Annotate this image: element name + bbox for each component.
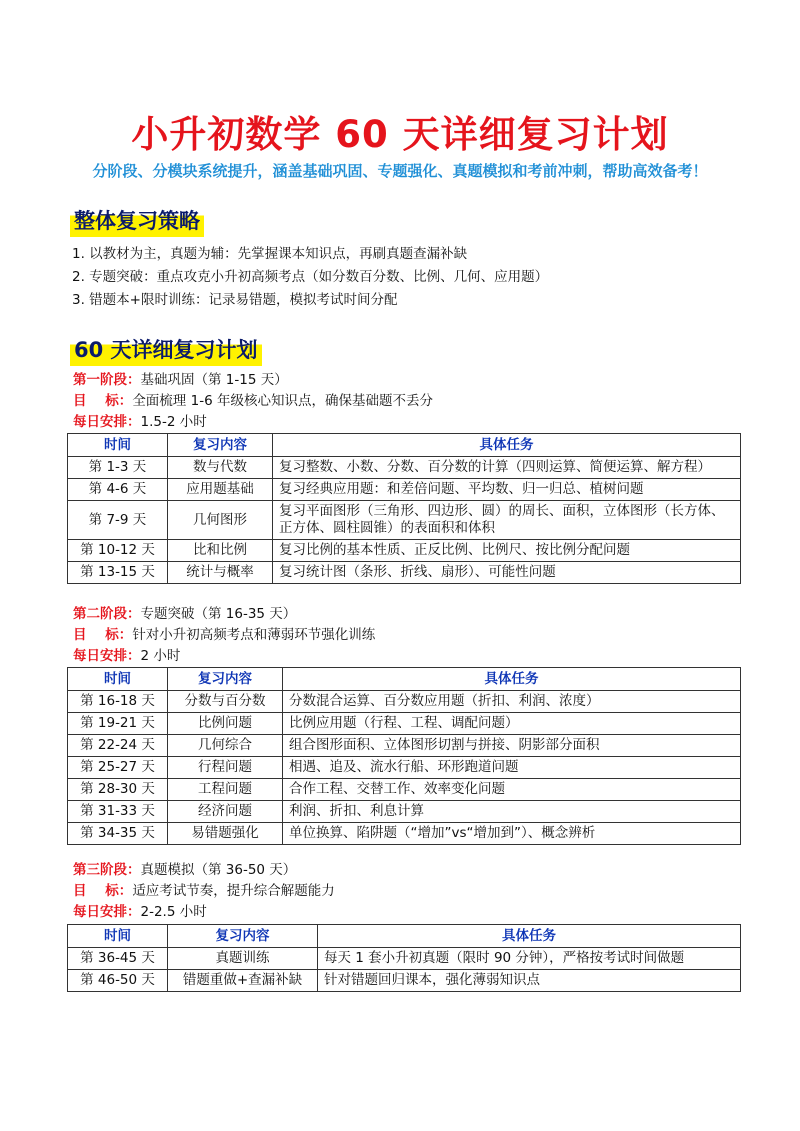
table-header-row xyxy=(68,434,741,457)
cell-time: 第 13-15 天 xyxy=(68,562,168,584)
cell-time: 第 1-3 天 xyxy=(68,457,168,479)
table-header-row xyxy=(68,668,741,691)
cell-task: 复习平面图形（三角形、四边形、圆）的周长、面积，立体图形（长方体、正方体、圆柱圆锥）的表面积和体积 xyxy=(273,501,741,540)
cell-content: 真题训练 xyxy=(168,948,318,970)
col-header-task: 具体任务 xyxy=(283,668,741,691)
page-title: 小升初数学 60 天详细复习计划 xyxy=(131,113,669,156)
strategy-list xyxy=(72,243,752,312)
cell-task: 复习统计图（条形、折线、扇形）、可能性问题 xyxy=(273,562,741,584)
table-row xyxy=(68,823,741,845)
stage-value: 真题模拟（第 36-50 天） xyxy=(140,862,297,878)
goal-label: 目 标： xyxy=(73,393,133,409)
table-header-row xyxy=(68,925,741,948)
col-header-time: 时间 xyxy=(68,668,168,691)
goal-value: 全面梳理 1-6 年级核心知识点，确保基础题不丢分 xyxy=(132,393,433,409)
cell-content: 分数与百分数 xyxy=(168,691,283,713)
table-row xyxy=(68,479,741,501)
cell-time: 第 34-35 天 xyxy=(68,823,168,845)
table-row xyxy=(68,970,741,992)
cell-content: 工程问题 xyxy=(168,779,283,801)
page-subtitle: 分阶段、分模块系统提升，涵盖基础巩固、专题强化、真题模拟和考前冲刺，帮助高效备考！ xyxy=(92,162,708,180)
cell-time: 第 7-9 天 xyxy=(68,501,168,540)
cell-time: 第 16-18 天 xyxy=(68,691,168,713)
phase-3-info xyxy=(73,860,753,923)
phase-2-info xyxy=(73,604,753,667)
stage-value: 基础巩固（第 1-15 天） xyxy=(140,372,288,388)
daily-value: 2-2.5 小时 xyxy=(140,904,207,920)
goal-value: 针对小升初高频考点和薄弱环节强化训练 xyxy=(132,627,376,643)
daily-value: 1.5-2 小时 xyxy=(140,414,207,430)
table-row xyxy=(68,713,741,735)
cell-time: 第 19-21 天 xyxy=(68,713,168,735)
cell-content: 比例问题 xyxy=(168,713,283,735)
cell-task: 合作工程、交替工作、效率变化问题 xyxy=(283,779,741,801)
cell-content: 比和比例 xyxy=(168,540,273,562)
strategy-item: 1. 以教材为主，真题为辅：先掌握课本知识点，再刷真题查漏补缺 xyxy=(72,246,468,262)
cell-content: 易错题强化 xyxy=(168,823,283,845)
cell-content: 几何综合 xyxy=(168,735,283,757)
stage-value: 专题突破（第 16-35 天） xyxy=(140,606,297,622)
cell-content: 几何图形 xyxy=(168,501,273,540)
phase-2-table xyxy=(67,667,741,845)
cell-content: 统计与概率 xyxy=(168,562,273,584)
phase-1-table xyxy=(67,433,741,584)
cell-task: 分数混合运算、百分数应用题（折扣、利润、浓度） xyxy=(283,691,741,713)
goal-label: 目 标： xyxy=(73,883,133,899)
col-header-content: 复习内容 xyxy=(168,668,283,691)
daily-label: 每日安排： xyxy=(73,904,141,920)
table-row xyxy=(68,801,741,823)
cell-task: 相遇、追及、流水行船、环形跑道问题 xyxy=(283,757,741,779)
cell-task: 复习整数、小数、分数、百分数的计算（四则运算、简便运算、解方程） xyxy=(273,457,741,479)
table-row xyxy=(68,501,741,540)
cell-content: 数与代数 xyxy=(168,457,273,479)
daily-value: 2 小时 xyxy=(140,648,181,664)
table-row xyxy=(68,457,741,479)
cell-time: 第 25-27 天 xyxy=(68,757,168,779)
stage-label: 第三阶段： xyxy=(73,862,141,878)
cell-task: 复习经典应用题：和差倍问题、平均数、归一归总、植树问题 xyxy=(273,479,741,501)
table-row xyxy=(68,779,741,801)
col-header-content: 复习内容 xyxy=(168,925,318,948)
goal-label: 目 标： xyxy=(73,627,133,643)
col-header-content: 复习内容 xyxy=(168,434,273,457)
cell-time: 第 28-30 天 xyxy=(68,779,168,801)
table-row xyxy=(68,540,741,562)
table-row xyxy=(68,948,741,970)
cell-content: 错题重做+查漏补缺 xyxy=(168,970,318,992)
cell-time: 第 4-6 天 xyxy=(68,479,168,501)
cell-task: 利润、折扣、利息计算 xyxy=(283,801,741,823)
cell-time: 第 31-33 天 xyxy=(68,801,168,823)
strategy-heading: 整体复习策略 xyxy=(70,204,204,237)
cell-task: 针对错题回归课本，强化薄弱知识点 xyxy=(318,970,741,992)
daily-label: 每日安排： xyxy=(73,414,141,430)
stage-label: 第一阶段： xyxy=(73,372,141,388)
table-row xyxy=(68,562,741,584)
daily-label: 每日安排： xyxy=(73,648,141,664)
cell-time: 第 10-12 天 xyxy=(68,540,168,562)
col-header-time: 时间 xyxy=(68,434,168,457)
cell-task: 组合图形面积、立体图形切割与拼接、阴影部分面积 xyxy=(283,735,741,757)
cell-content: 行程问题 xyxy=(168,757,283,779)
cell-task: 复习比例的基本性质、正反比例、比例尺、按比例分配问题 xyxy=(273,540,741,562)
phase-1-info xyxy=(73,370,753,433)
phase-3-table xyxy=(67,924,741,992)
strategy-item: 2. 专题突破：重点攻克小升初高频考点（如分数百分数、比例、几何、应用题） xyxy=(72,269,549,285)
table-row xyxy=(68,691,741,713)
table-row xyxy=(68,735,741,757)
plan-heading: 60 天详细复习计划 xyxy=(70,333,262,366)
cell-content: 经济问题 xyxy=(168,801,283,823)
col-header-task: 具体任务 xyxy=(273,434,741,457)
cell-time: 第 22-24 天 xyxy=(68,735,168,757)
col-header-time: 时间 xyxy=(68,925,168,948)
cell-time: 第 46-50 天 xyxy=(68,970,168,992)
cell-time: 第 36-45 天 xyxy=(68,948,168,970)
stage-label: 第二阶段： xyxy=(73,606,141,622)
goal-value: 适应考试节奏，提升综合解题能力 xyxy=(132,883,335,899)
cell-task: 单位换算、陷阱题（“增加”vs“增加到”）、概念辨析 xyxy=(283,823,741,845)
cell-task: 每天 1 套小升初真题（限时 90 分钟），严格按考试时间做题 xyxy=(318,948,741,970)
table-row xyxy=(68,757,741,779)
cell-task: 比例应用题（行程、工程、调配问题） xyxy=(283,713,741,735)
strategy-item: 3. 错题本+限时训练：记录易错题，模拟考试时间分配 xyxy=(72,292,398,308)
cell-content: 应用题基础 xyxy=(168,479,273,501)
col-header-task: 具体任务 xyxy=(318,925,741,948)
